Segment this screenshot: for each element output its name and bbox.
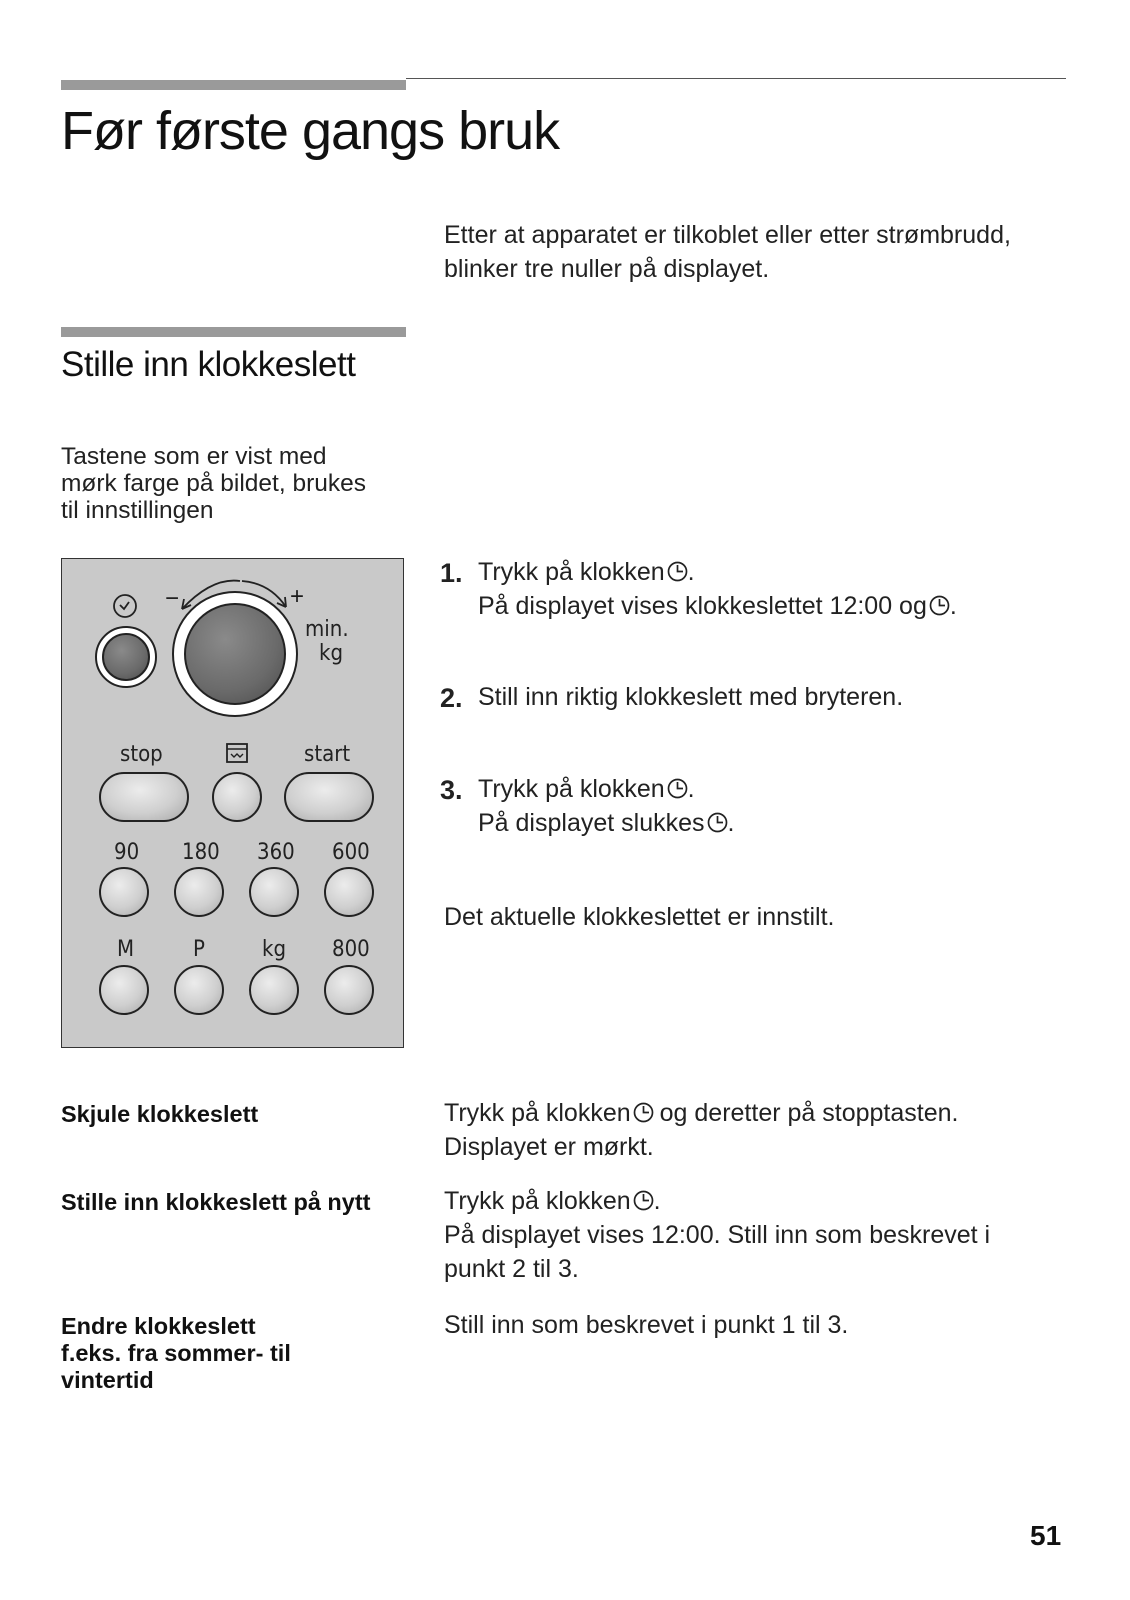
topic-text-reset-time [444,1184,1094,1286]
topic-line: Displayet er mørkt. [444,1133,654,1161]
step-text-part: Trykk på klokken [478,558,665,586]
step-text-part: På displayet slukkes [478,809,705,837]
memory-button[interactable] [99,965,149,1015]
section-heading: Stille inn klokkeslett [61,345,356,384]
note-line-3: til innstillingen [61,497,214,524]
topic-line: punkt 2 til 3. [444,1255,579,1283]
section-rule [61,327,406,337]
power-180-label: 180 [182,840,220,865]
weight-label: kg [262,937,287,962]
power-90-button[interactable] [99,867,149,917]
control-panel [61,558,404,1048]
oven-function-button[interactable] [212,772,262,822]
clock-button[interactable] [95,626,157,688]
page-title: Før første gangs bruk [61,101,560,161]
stop-label: stop [120,742,163,767]
weight-button[interactable] [249,965,299,1015]
program-label: P [193,937,205,962]
topic-text-part: Trykk på klokken [444,1187,631,1215]
topic-text-part: Trykk på klokken [444,1099,631,1127]
program-button[interactable] [174,965,224,1015]
oven-icon [225,742,249,769]
step-number: 2. [440,683,463,713]
step-text-end: . [949,592,957,620]
step-text [478,592,957,621]
dial-unit-kg: kg [319,641,344,666]
topic-text-part: og deretter på stopptasten. [659,1099,959,1127]
topic-label-line: vintertid [61,1367,154,1393]
clock-icon [707,812,728,833]
power-800-label: 800 [332,937,370,962]
topic-line [444,1096,1094,1130]
step-text: Still inn riktig klokkeslett med bryteren. [478,683,904,711]
topic-label-reset-time: Stille inn klokkeslett på nytt [61,1189,371,1215]
note-line-1: Tastene som er vist med [61,443,327,470]
note-line-2: mørk farge på bildet, brukes [61,470,367,497]
power-800-button[interactable] [324,965,374,1015]
step-text-end: . [727,809,735,837]
power-360-label: 360 [257,840,295,865]
topic-label-line: f.eks. fra sommer- til [61,1340,291,1366]
power-360-button[interactable] [249,867,299,917]
memory-label: M [117,937,135,962]
step-text [478,809,734,838]
page-number: 51 [1030,1520,1062,1551]
topic-line: På displayet vises 12:00. Still inn som beskrevet i [444,1221,991,1249]
clock-icon [667,778,688,799]
topic-label-hide-time: Skjule klokkeslett [61,1101,259,1127]
topic-line [444,1184,1094,1218]
clock-icon [929,595,950,616]
step-text-end: . [687,775,695,803]
topic-label-line: Endre klokkeslett [61,1313,256,1339]
dial-plus: + [290,583,305,610]
power-600-label: 600 [332,840,370,865]
topic-text-hide-time [444,1096,1094,1164]
clock-icon [633,1190,654,1211]
step-text [478,558,695,587]
topic-label-change-time [61,1313,291,1394]
step-text-part: På displayet vises klokkeslettet 12:00 og [478,592,927,620]
start-label: start [304,742,351,767]
start-button[interactable] [284,772,374,822]
power-600-button[interactable] [324,867,374,917]
topic-text-part: . [653,1187,661,1215]
intro-line-2: blinker tre nuller på displayet. [444,255,770,283]
dial-unit-min: min. [305,617,349,642]
power-90-label: 90 [114,840,140,865]
power-180-button[interactable] [174,867,224,917]
topic-text-change-time: Still inn som beskrevet i punkt 1 til 3. [444,1311,849,1339]
stop-button[interactable] [99,772,189,822]
intro-line-1: Etter at apparatet er tilkoblet eller etter strømbrudd, [444,221,1011,249]
result-text: Det aktuelle klokkeslettet er innstilt. [444,903,835,931]
title-rule-accent [61,80,406,90]
title-rule [406,78,1066,79]
intro-text [444,218,1084,286]
dial-minus: − [165,585,180,612]
step-text [478,775,695,804]
clock-icon [633,1102,654,1123]
selector-dial[interactable] [172,591,298,717]
step-number: 1. [440,558,463,588]
step-text-end: . [687,558,695,586]
clock-icon [667,561,688,582]
clock-icon [112,593,138,624]
step-number: 3. [440,775,463,805]
section-note [61,443,406,524]
step-text-part: Trykk på klokken [478,775,665,803]
